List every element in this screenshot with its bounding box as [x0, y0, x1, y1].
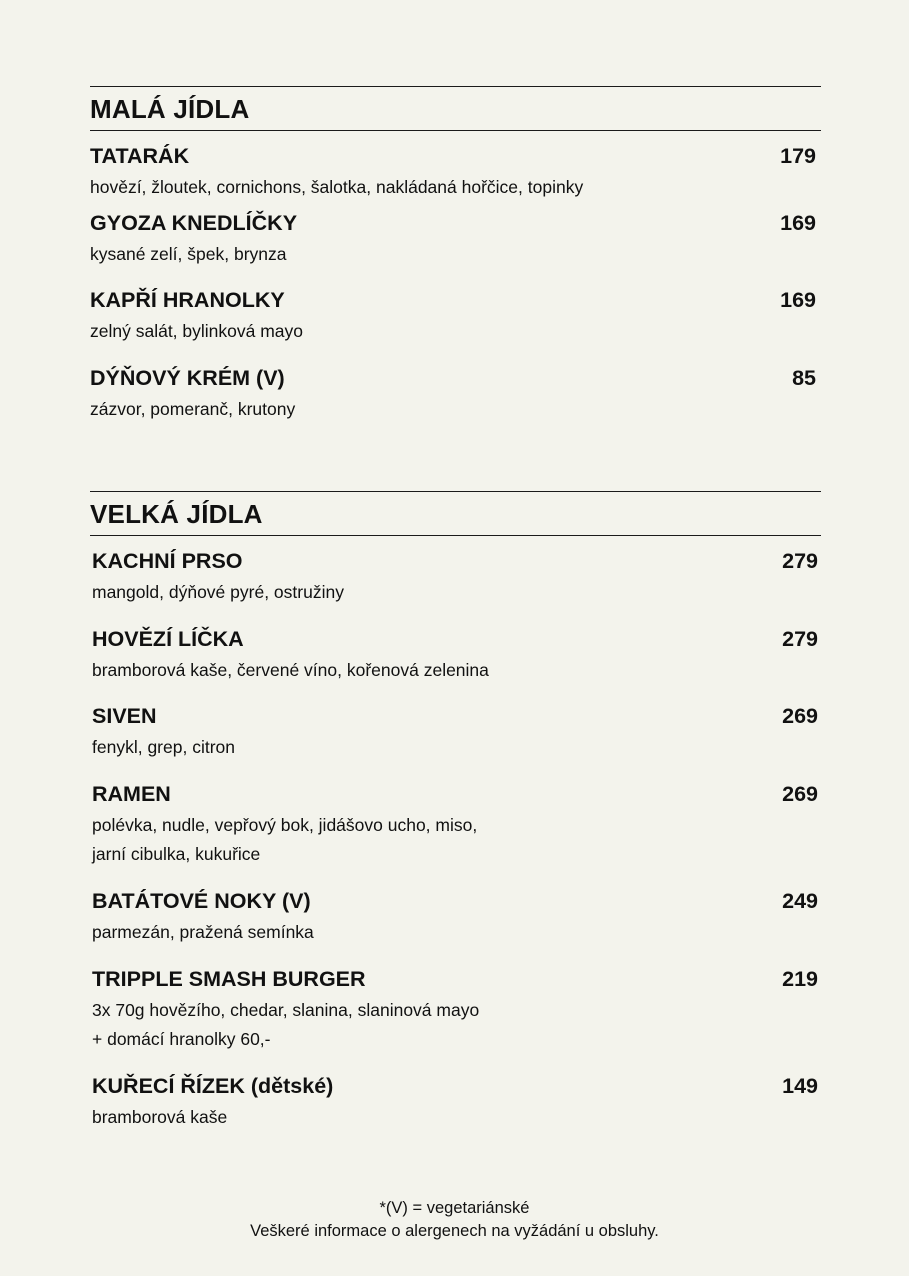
item-description: bramborová kaše, červené víno, kořenová zelenina — [92, 660, 489, 680]
item-description-line2: jarní cibulka, kukuřice — [92, 844, 261, 864]
item-description: kysané zelí, špek, brynza — [90, 244, 287, 264]
item-description: mangold, dýňové pyré, ostružiny — [92, 582, 344, 602]
item-price: 169 — [780, 211, 816, 235]
item-name: HOVĚZÍ LÍČKA — [92, 627, 244, 651]
item-description: bramborová kaše — [92, 1107, 228, 1127]
item-price: 279 — [782, 627, 818, 651]
section-title: MALÁ JÍDLA — [90, 94, 250, 124]
item-description: hovězí, žloutek, cornichons, šalotka, nakládaná hořčice, topinky — [90, 177, 584, 197]
footnote-vegetarian: *(V) = vegetariánské — [379, 1199, 530, 1217]
item-description: parmezán, pražená semínka — [92, 922, 314, 942]
item-name: RAMEN — [92, 782, 171, 806]
section-title-divider — [90, 130, 821, 131]
item-name: KACHNÍ PRSO — [92, 549, 243, 573]
item-name: TRIPPLE SMASH BURGER — [92, 967, 366, 991]
item-description: zázvor, pomeranč, krutony — [90, 399, 296, 419]
section-top-divider — [90, 491, 821, 492]
item-name: BATÁTOVÉ NOKY (V) — [92, 889, 311, 913]
item-name: KAPŘÍ HRANOLKY — [90, 288, 285, 312]
item-description: zelný salát, bylinková mayo — [90, 321, 304, 341]
item-name: DÝŇOVÝ KRÉM (V) — [90, 366, 285, 390]
item-price: 249 — [782, 889, 818, 913]
item-price: 269 — [782, 782, 818, 806]
section-title-divider — [90, 535, 821, 536]
item-price: 169 — [780, 288, 816, 312]
item-price: 279 — [782, 549, 818, 573]
item-description: fenykl, grep, citron — [92, 737, 235, 757]
footnote-allergens: Veškeré informace o alergenech na vyžádání u obsluhy. — [250, 1222, 659, 1240]
item-price: 85 — [792, 366, 816, 390]
item-name: KUŘECÍ ŘÍZEK (dětské) — [92, 1074, 334, 1098]
item-description-line2: + domácí hranolky 60,- — [92, 1029, 271, 1049]
item-description: 3x 70g hovězího, chedar, slanina, slaninová mayo — [92, 1000, 480, 1020]
item-price: 219 — [782, 967, 818, 991]
item-price: 149 — [782, 1074, 818, 1098]
item-name: TATARÁK — [90, 144, 190, 168]
item-description: polévka, nudle, vepřový bok, jidášovo ucho, miso, — [92, 815, 478, 835]
item-name: GYOZA KNEDLÍČKY — [90, 211, 298, 235]
item-price: 179 — [780, 144, 816, 168]
item-name: SIVEN — [92, 704, 157, 728]
section-top-divider — [90, 86, 821, 87]
section-title: VELKÁ JÍDLA — [90, 499, 263, 529]
item-price: 269 — [782, 704, 818, 728]
